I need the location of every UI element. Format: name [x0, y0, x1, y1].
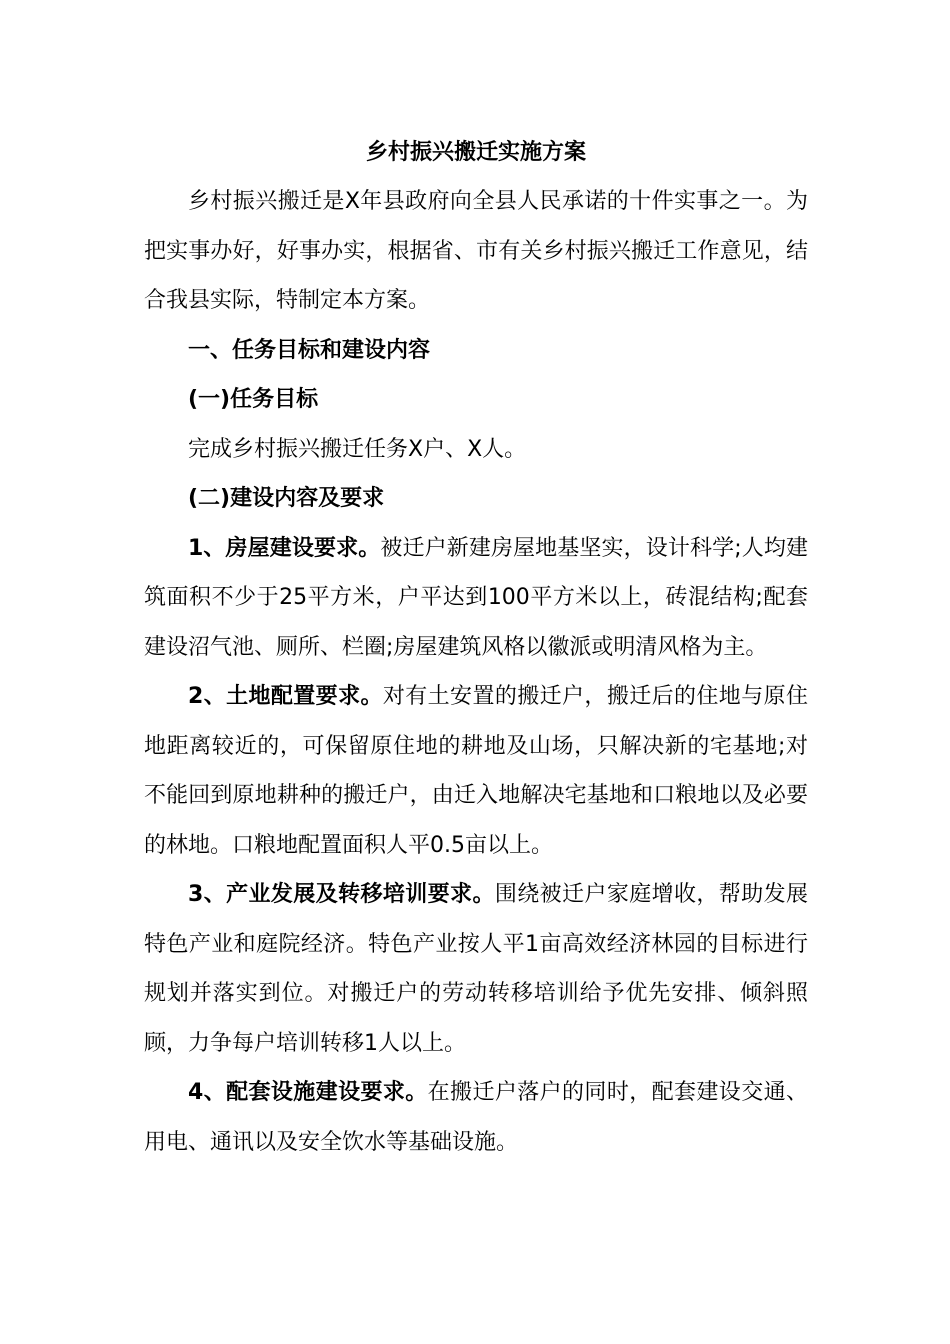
item-text-industry: 围绕被迁户家庭增收，帮助发展特色产业和庭院经济。特色产业按人平1亩高效经济林园的目标进行规划并落实到位。对搬迁户的劳动转移培训给予优先安排、倾斜照顾，力争每户培训转移1人以上。	[144, 882, 808, 1056]
item-lead-facilities: 4、配套设施建设要求。	[188, 1080, 428, 1105]
item-text-land: 对有土安置的搬迁户，搬迁后的住地与原住地距离较近的，可保留原住地的耕地及山场，只解决新的宅基地;对不能回到原地耕种的搬迁户，由迁入地解决宅基地和口粮地以及必要的林地。口粮地配置面积人平0.5亩以上。	[144, 684, 808, 858]
task-target-paragraph: 完成乡村振兴搬迁任务X户、X人。	[188, 436, 527, 462]
intro-paragraph: 乡村振兴搬迁是X年县政府向全县人民承诺的十件实事之一。为把实事办好，好事办实，根据省、市有关乡村振兴搬迁工作意见，结合我县实际，特制定本方案。	[144, 189, 808, 313]
item-paragraph-industry	[144, 870, 808, 1068]
document-title: 乡村振兴搬迁实施方案	[365, 140, 586, 165]
item-paragraph-facilities	[144, 1068, 808, 1167]
document-body	[144, 128, 808, 1167]
section-heading-1: 一、任务目标和建设内容	[188, 337, 431, 363]
item-lead-industry: 3、产业发展及转移培训要求。	[188, 882, 495, 907]
item-lead-housing: 1、房屋建设要求。	[188, 535, 381, 561]
subsection-heading-1: (一)任务目标	[188, 387, 319, 412]
item-paragraph-housing	[144, 524, 808, 673]
item-paragraph-land	[144, 672, 808, 870]
item-lead-land: 2、土地配置要求。	[188, 684, 383, 709]
subsection-heading-2: (二)建设内容及要求	[188, 486, 385, 511]
item-text-housing: 被迁户新建房屋地基坚实，设计科学;人均建筑面积不少于25平方米，户平达到100平方米以上，砖混结构;配套建设沼气池、厕所、栏圈;房屋建筑风格以徽派或明清风格为主。	[144, 535, 808, 660]
item-text-facilities: 在搬迁户落户的同时，配套建设交通、用电、通讯以及安全饮水等基础设施。	[144, 1080, 808, 1155]
